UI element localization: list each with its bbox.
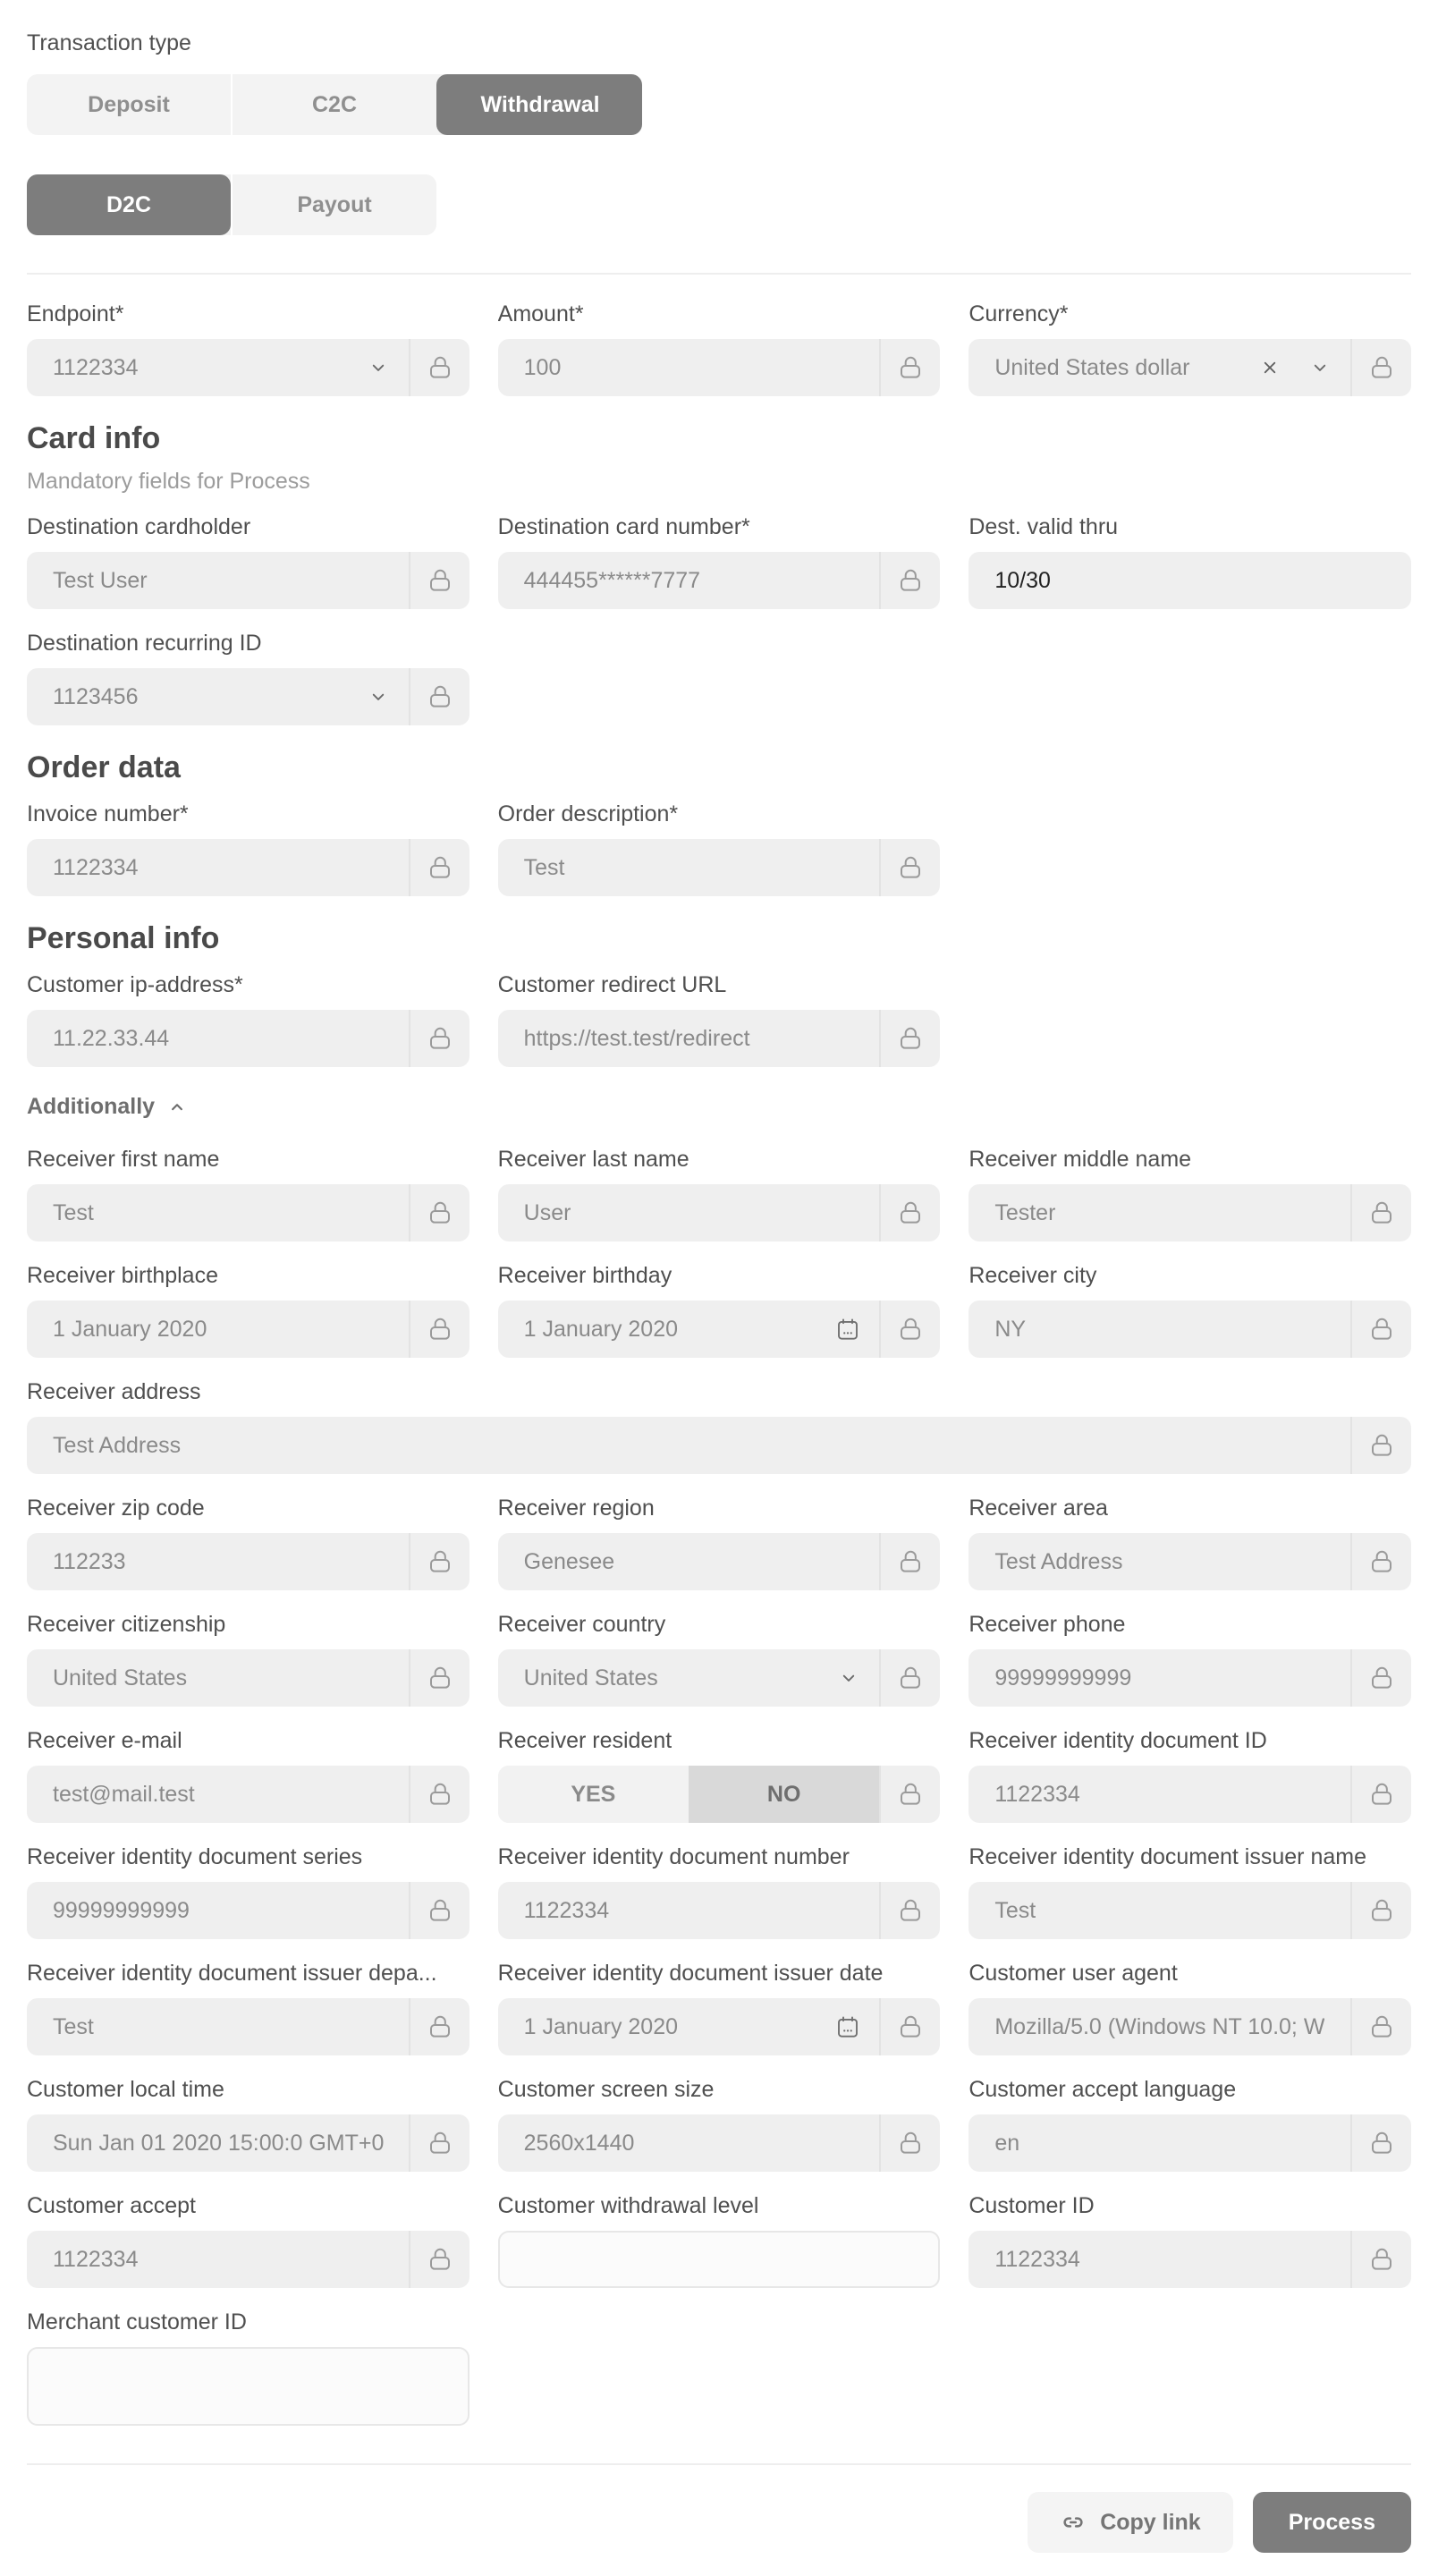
- currency-label: Currency*: [969, 301, 1069, 326]
- customer-user-agent-lock-button[interactable]: [1350, 1998, 1411, 2055]
- receiver-zip-label: Receiver zip code: [27, 1496, 205, 1521]
- currency-value: United States dollar: [994, 354, 1190, 380]
- destination-recurring-id-value: 1123456: [53, 683, 139, 709]
- transaction-type-switch: [27, 74, 642, 135]
- customer-id-value: 1122334: [994, 2246, 1080, 2272]
- receiver-identity-document-issuer-name-label: Receiver identity document issuer name: [969, 1844, 1366, 1869]
- customer-id-input[interactable]: [969, 2231, 1411, 2288]
- field-customer-user-agent: [969, 1961, 1411, 2055]
- receiver-identity-document-issuer-name-lock-button[interactable]: [1350, 1882, 1411, 1939]
- receiver-address-lock-button[interactable]: [1350, 1417, 1411, 1474]
- receiver-birthday-lock-button[interactable]: [879, 1301, 940, 1358]
- receiver-last-name-label: Receiver last name: [497, 1147, 689, 1172]
- lock-icon: [896, 1664, 925, 1692]
- lock-icon: [426, 1780, 454, 1809]
- destination-cardholder-input[interactable]: [27, 552, 469, 609]
- receiver-region-input[interactable]: [498, 1533, 941, 1590]
- receiver-identity-document-number-value: 1122334: [523, 1897, 610, 1923]
- field-endpoint: [27, 301, 469, 396]
- receiver-resident-lock-button[interactable]: [879, 1766, 940, 1823]
- customer-local-time-input[interactable]: [27, 2114, 469, 2172]
- receiver-citizenship-label: Receiver citizenship: [27, 1612, 226, 1637]
- process-button[interactable]: [1253, 2492, 1411, 2553]
- card-info-subtitle: Mandatory fields for Process: [27, 469, 310, 494]
- dest-valid-thru-input[interactable]: [969, 552, 1411, 609]
- field-receiver-identity-document-number: [498, 1844, 941, 1939]
- receiver-identity-document-issuer-date-datepicker[interactable]: [498, 1998, 941, 2055]
- field-receiver-identity-document-series: [27, 1844, 469, 1939]
- endpoint-lock-button[interactable]: [409, 339, 469, 396]
- lock-icon: [1367, 1780, 1396, 1809]
- endpoint-label: Endpoint*: [27, 301, 124, 326]
- receiver-identity-document-issuer-department-value: Test: [53, 2013, 94, 2039]
- destination-card-number-label: Destination card number*: [497, 514, 750, 539]
- chevron-up-icon: [165, 1096, 189, 1119]
- personal-info-title: Personal info: [27, 921, 220, 955]
- receiver-area-input[interactable]: [969, 1533, 1411, 1590]
- lock-icon: [1367, 353, 1396, 382]
- receiver-identity-document-id-input[interactable]: [969, 1766, 1411, 1823]
- customer-screen-size-input[interactable]: [498, 2114, 941, 2172]
- customer-accept-language-input[interactable]: [969, 2114, 1411, 2172]
- receiver-city-label: Receiver city: [969, 1263, 1097, 1288]
- field-customer-redirect-url: [498, 972, 941, 1067]
- field-dest-valid-thru: [969, 514, 1411, 609]
- field-merchant-customer-id: [27, 2309, 469, 2426]
- chevron-down-icon: [836, 1665, 861, 1690]
- receiver-identity-document-id-label: Receiver identity document ID: [969, 1728, 1267, 1753]
- card-info-title: Card info: [27, 421, 161, 455]
- receiver-resident-yes-button[interactable]: YES: [498, 1766, 689, 1823]
- field-customer-local-time: [27, 2077, 469, 2172]
- receiver-middle-name-input[interactable]: [969, 1184, 1411, 1241]
- field-receiver-birthplace: [27, 1263, 469, 1358]
- lock-icon: [1367, 2012, 1396, 2041]
- receiver-phone-label: Receiver phone: [969, 1612, 1126, 1637]
- field-receiver-identity-document-issuer-date: [498, 1961, 941, 2055]
- receiver-zip-input[interactable]: [27, 1533, 469, 1590]
- receiver-citizenship-value: United States: [53, 1665, 188, 1690]
- receiver-identity-document-issuer-date-lock-button[interactable]: [879, 1998, 940, 2055]
- receiver-last-name-value: User: [523, 1199, 571, 1225]
- order-description-input[interactable]: [498, 839, 941, 896]
- field-receiver-citizenship: [27, 1612, 469, 1707]
- dest-valid-thru-label: Dest. valid thru: [969, 514, 1119, 539]
- customer-id-label: Customer ID: [969, 2193, 1095, 2218]
- field-receiver-last-name: [498, 1147, 941, 1241]
- clear-icon[interactable]: [1257, 355, 1282, 380]
- dest-valid-thru-value: 10/30: [994, 567, 1051, 593]
- lock-icon: [1367, 1547, 1396, 1576]
- merchant-customer-id-label: Merchant customer ID: [27, 2309, 247, 2334]
- lock-icon: [896, 1199, 925, 1227]
- receiver-phone-value: 99999999999: [994, 1665, 1132, 1690]
- invoice-number-label: Invoice number*: [27, 801, 189, 826]
- lock-icon: [1367, 2245, 1396, 2274]
- receiver-birthplace-label: Receiver birthplace: [27, 1263, 218, 1288]
- field-receiver-region: [498, 1496, 941, 1590]
- field-customer-ip: [27, 972, 469, 1067]
- field-receiver-country: [498, 1612, 941, 1707]
- lock-icon: [1367, 1896, 1396, 1925]
- lock-icon: [1367, 1315, 1396, 1343]
- field-currency: [969, 301, 1411, 396]
- merchant-customer-id-input[interactable]: [27, 2347, 469, 2426]
- receiver-middle-name-label: Receiver middle name: [969, 1147, 1192, 1172]
- lock-icon: [426, 682, 454, 711]
- lock-icon: [426, 566, 454, 595]
- personal-info-section-header: [27, 918, 1411, 972]
- receiver-area-value: Test Address: [994, 1548, 1123, 1574]
- lock-icon: [896, 1896, 925, 1925]
- receiver-email-label: Receiver e-mail: [27, 1728, 182, 1753]
- customer-accept-label: Customer accept: [27, 2193, 196, 2218]
- receiver-phone-lock-button[interactable]: [1350, 1649, 1411, 1707]
- lock-icon: [426, 2245, 454, 2274]
- tab-deposit[interactable]: Deposit: [88, 91, 170, 117]
- lock-icon: [426, 2129, 454, 2157]
- receiver-first-name-input[interactable]: [27, 1184, 469, 1241]
- customer-accept-input[interactable]: [27, 2231, 469, 2288]
- amount-lock-button[interactable]: [879, 339, 940, 396]
- receiver-email-value: test@mail.test: [53, 1781, 195, 1807]
- tab-d2c[interactable]: D2C: [27, 174, 231, 235]
- receiver-email-input[interactable]: [27, 1766, 469, 1823]
- customer-screen-size-label: Customer screen size: [497, 2077, 715, 2102]
- field-customer-accept-language: [969, 2077, 1411, 2172]
- additionally-toggle[interactable]: [27, 1094, 1411, 1120]
- lock-icon: [1367, 1199, 1396, 1227]
- additionally-label: Additionally: [27, 1094, 156, 1119]
- receiver-identity-document-number-label: Receiver identity document number: [497, 1844, 850, 1869]
- lock-icon: [1367, 1431, 1396, 1460]
- field-customer-withdrawal-level: [498, 2193, 941, 2288]
- receiver-identity-document-issuer-name-value: Test: [994, 1897, 1036, 1923]
- customer-withdrawal-level-label: Customer withdrawal level: [497, 2193, 759, 2218]
- customer-user-agent-input[interactable]: [969, 1998, 1411, 2055]
- field-customer-screen-size: [498, 2077, 941, 2172]
- endpoint-value: 1122334: [53, 354, 139, 380]
- lock-icon: [426, 353, 454, 382]
- customer-local-time-value: Sun Jan 01 2020 15:00:0 GMT+0: [53, 2130, 385, 2156]
- customer-redirect-url-value: https://test.test/redirect: [523, 1025, 750, 1051]
- receiver-country-select[interactable]: [498, 1649, 941, 1707]
- receiver-identity-document-series-lock-button[interactable]: [409, 1882, 469, 1939]
- field-receiver-phone: [969, 1612, 1411, 1707]
- receiver-country-label: Receiver country: [497, 1612, 666, 1637]
- invoice-number-input[interactable]: [27, 839, 469, 896]
- lock-icon: [426, 1199, 454, 1227]
- receiver-last-name-input[interactable]: [498, 1184, 941, 1241]
- lock-icon: [426, 1896, 454, 1925]
- customer-withdrawal-level-input[interactable]: [498, 2231, 941, 2288]
- invoice-number-value: 1122334: [53, 854, 139, 880]
- copy-link-label: Copy link: [1100, 2509, 1201, 2535]
- destination-cardholder-label: Destination cardholder: [27, 514, 251, 539]
- transaction-type-label: Transaction type: [27, 30, 191, 55]
- lock-icon: [896, 853, 925, 882]
- receiver-city-value: NY: [994, 1316, 1027, 1342]
- lock-icon: [426, 2012, 454, 2041]
- customer-ip-label: Customer ip-address*: [27, 972, 243, 997]
- chevron-down-icon: [1307, 355, 1332, 380]
- receiver-phone-input[interactable]: [969, 1649, 1411, 1707]
- receiver-zip-lock-button[interactable]: [409, 1533, 469, 1590]
- receiver-region-lock-button[interactable]: [879, 1533, 940, 1590]
- receiver-birthplace-value: 1 January 2020: [53, 1316, 207, 1342]
- receiver-region-label: Receiver region: [497, 1496, 655, 1521]
- customer-redirect-url-lock-button[interactable]: [879, 1010, 940, 1067]
- receiver-identity-document-number-lock-button[interactable]: [879, 1882, 940, 1939]
- field-receiver-email: [27, 1728, 469, 1823]
- receiver-birthday-datepicker[interactable]: [498, 1301, 941, 1358]
- receiver-address-value: Test Address: [53, 1432, 182, 1458]
- lock-icon: [1367, 1664, 1396, 1692]
- lock-icon: [426, 1547, 454, 1576]
- copy-link-button[interactable]: [1028, 2492, 1233, 2553]
- customer-user-agent-label: Customer user agent: [969, 1961, 1178, 1986]
- lock-icon: [896, 1315, 925, 1343]
- lock-icon: [896, 566, 925, 595]
- field-destination-recurring-id: [27, 631, 469, 725]
- receiver-identity-document-issuer-department-input[interactable]: [27, 1998, 469, 2055]
- tab-withdrawal[interactable]: Withdrawal: [436, 74, 642, 135]
- order-description-label: Order description*: [497, 801, 679, 826]
- field-receiver-birthday: [498, 1263, 941, 1358]
- tab-c2c[interactable]: C2C: [231, 74, 436, 135]
- field-receiver-middle-name: [969, 1147, 1411, 1241]
- field-destination-card-number: [498, 514, 941, 609]
- customer-accept-lock-button[interactable]: [409, 2231, 469, 2288]
- currency-select[interactable]: [969, 339, 1411, 396]
- field-receiver-identity-document-issuer-department: [27, 1961, 469, 2055]
- destination-card-number-input[interactable]: [498, 552, 941, 609]
- customer-accept-value: 1122334: [53, 2246, 139, 2272]
- destination-recurring-id-lock-button[interactable]: [409, 668, 469, 725]
- calendar-icon[interactable]: [834, 1316, 861, 1343]
- receiver-identity-document-issuer-date-value: 1 January 2020: [523, 2013, 679, 2039]
- receiver-last-name-lock-button[interactable]: [879, 1184, 940, 1241]
- receiver-identity-document-issuer-department-label: Receiver identity document issuer depa...: [27, 1961, 437, 1986]
- link-icon: [1060, 2509, 1087, 2536]
- receiver-citizenship-lock-button[interactable]: [409, 1649, 469, 1707]
- receiver-area-lock-button[interactable]: [1350, 1533, 1411, 1590]
- field-receiver-area: [969, 1496, 1411, 1590]
- destination-recurring-id-label: Destination recurring ID: [27, 631, 262, 656]
- receiver-country-value: United States: [523, 1665, 658, 1690]
- lock-icon: [896, 353, 925, 382]
- field-receiver-first-name: [27, 1147, 469, 1241]
- tab-payout[interactable]: Payout: [231, 174, 436, 235]
- field-order-description: [498, 801, 941, 896]
- footer-actions: [27, 2465, 1411, 2576]
- calendar-icon[interactable]: [834, 2013, 861, 2040]
- customer-accept-language-value: en: [994, 2130, 1020, 2156]
- receiver-resident-label: Receiver resident: [497, 1728, 672, 1753]
- customer-accept-language-lock-button[interactable]: [1350, 2114, 1411, 2172]
- field-receiver-resident: [498, 1728, 941, 1823]
- method-switch: [27, 174, 436, 235]
- customer-accept-language-label: Customer accept language: [969, 2077, 1237, 2102]
- destination-cardholder-value: Test User: [53, 567, 148, 593]
- customer-redirect-url-label: Customer redirect URL: [497, 972, 727, 997]
- receiver-email-lock-button[interactable]: [409, 1766, 469, 1823]
- customer-ip-input[interactable]: [27, 1010, 469, 1067]
- lock-icon: [426, 1315, 454, 1343]
- lock-icon: [896, 1024, 925, 1053]
- lock-icon: [426, 1664, 454, 1692]
- lock-icon: [426, 853, 454, 882]
- destination-card-number-value: 444455******7777: [523, 567, 701, 593]
- chevron-down-icon: [366, 684, 391, 709]
- receiver-birthplace-input[interactable]: [27, 1301, 469, 1358]
- receiver-city-input[interactable]: [969, 1301, 1411, 1358]
- receiver-birthday-label: Receiver birthday: [497, 1263, 672, 1288]
- customer-local-time-lock-button[interactable]: [409, 2114, 469, 2172]
- customer-ip-lock-button[interactable]: [409, 1010, 469, 1067]
- receiver-resident-no-button[interactable]: NO: [689, 1766, 879, 1823]
- receiver-identity-document-issuer-department-lock-button[interactable]: [409, 1998, 469, 2055]
- customer-id-lock-button[interactable]: [1350, 2231, 1411, 2288]
- amount-input[interactable]: [498, 339, 941, 396]
- order-data-title: Order data: [27, 750, 181, 784]
- field-invoice-number: [27, 801, 469, 896]
- order-data-section-header: [27, 747, 1411, 801]
- customer-local-time-label: Customer local time: [27, 2077, 224, 2102]
- receiver-identity-document-number-input[interactable]: [498, 1882, 941, 1939]
- destination-cardholder-lock-button[interactable]: [409, 552, 469, 609]
- receiver-country-lock-button[interactable]: [879, 1649, 940, 1707]
- lock-icon: [896, 1547, 925, 1576]
- order-description-lock-button[interactable]: [879, 839, 940, 896]
- lock-icon: [426, 1024, 454, 1053]
- receiver-identity-document-series-value: 99999999999: [53, 1897, 190, 1923]
- destination-card-number-lock-button[interactable]: [879, 552, 940, 609]
- receiver-resident-toggle: [498, 1766, 941, 1823]
- field-receiver-identity-document-id: [969, 1728, 1411, 1823]
- receiver-birthday-value: 1 January 2020: [523, 1316, 679, 1342]
- customer-redirect-url-input[interactable]: [498, 1010, 941, 1067]
- receiver-first-name-value: Test: [53, 1199, 94, 1225]
- receiver-first-name-lock-button[interactable]: [409, 1184, 469, 1241]
- customer-user-agent-value: Mozilla/5.0 (Windows NT 10.0; W: [994, 2013, 1325, 2039]
- receiver-address-label: Receiver address: [27, 1379, 201, 1404]
- field-amount: [498, 301, 941, 396]
- currency-lock-button[interactable]: [1350, 339, 1411, 396]
- customer-ip-value: 11.22.33.44: [53, 1025, 170, 1051]
- receiver-region-value: Genesee: [523, 1548, 615, 1574]
- receiver-citizenship-input[interactable]: [27, 1649, 469, 1707]
- customer-screen-size-lock-button[interactable]: [879, 2114, 940, 2172]
- lock-icon: [896, 2129, 925, 2157]
- field-customer-accept: [27, 2193, 469, 2288]
- field-receiver-city: [969, 1263, 1411, 1358]
- receiver-middle-name-value: Tester: [994, 1199, 1056, 1225]
- field-destination-cardholder: [27, 514, 469, 609]
- field-receiver-zip: [27, 1496, 469, 1590]
- lock-icon: [896, 2012, 925, 2041]
- endpoint-select[interactable]: [27, 339, 469, 396]
- receiver-identity-document-id-value: 1122334: [994, 1781, 1080, 1807]
- receiver-identity-document-series-input[interactable]: [27, 1882, 469, 1939]
- process-label: Process: [1288, 2509, 1375, 2535]
- receiver-birthplace-lock-button[interactable]: [409, 1301, 469, 1358]
- card-info-section-header: [27, 418, 1411, 514]
- receiver-area-label: Receiver area: [969, 1496, 1108, 1521]
- receiver-identity-document-issuer-date-label: Receiver identity document issuer date: [497, 1961, 884, 1986]
- field-receiver-identity-document-issuer-name: [969, 1844, 1411, 1939]
- receiver-identity-document-series-label: Receiver identity document series: [27, 1844, 363, 1869]
- lock-icon: [1367, 2129, 1396, 2157]
- chevron-down-icon: [366, 355, 391, 380]
- order-description-value: Test: [523, 854, 565, 880]
- receiver-address-input[interactable]: [27, 1417, 1411, 1474]
- customer-screen-size-value: 2560x1440: [523, 2130, 635, 2156]
- receiver-zip-value: 112233: [53, 1548, 126, 1574]
- receiver-identity-document-issuer-name-input[interactable]: [969, 1882, 1411, 1939]
- receiver-city-lock-button[interactable]: [1350, 1301, 1411, 1358]
- top-divider: [27, 273, 1411, 275]
- receiver-identity-document-id-lock-button[interactable]: [1350, 1766, 1411, 1823]
- field-customer-id: [969, 2193, 1411, 2288]
- invoice-number-lock-button[interactable]: [409, 839, 469, 896]
- amount-value: 100: [523, 354, 562, 380]
- receiver-middle-name-lock-button[interactable]: [1350, 1184, 1411, 1241]
- receiver-first-name-label: Receiver first name: [27, 1147, 220, 1172]
- lock-icon: [896, 1780, 925, 1809]
- destination-recurring-id-select[interactable]: [27, 668, 469, 725]
- amount-label: Amount*: [497, 301, 584, 326]
- field-receiver-address: [27, 1379, 1411, 1474]
